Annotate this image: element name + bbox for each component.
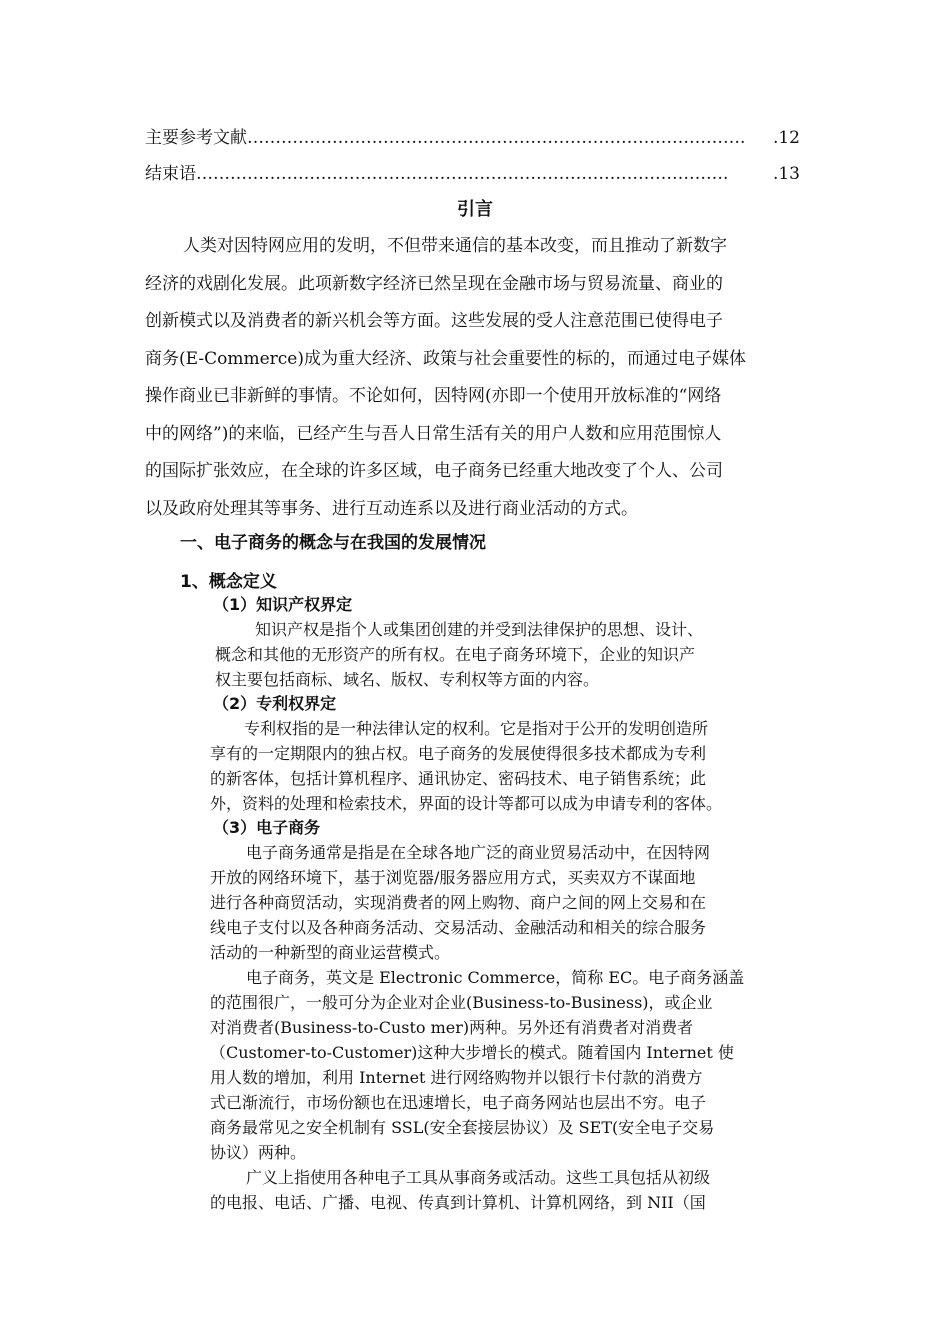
patent-line: 专利权指的是一种法律认定的权利。它是指对于公开的发明创造所 bbox=[244, 719, 709, 738]
ecommerce-line: （Customer-to-Customer)这种大步增长的模式。随着国内 Internet 使 bbox=[210, 1043, 734, 1062]
toc-leader-dots: …………………………………………………………………………………. bbox=[196, 164, 729, 184]
subsection-heading: 1、概念定义 bbox=[180, 572, 277, 592]
intro-line: 操作商业已非新鲜的事情。不论如何，因特网(亦即一个使用开放标准的“网络 bbox=[145, 386, 722, 406]
intro-line: 商务(E-Commerce)成为重大经济、政策与社会重要性的标的，而通过电子媒体 bbox=[145, 348, 746, 369]
intro-line: 经济的戏剧化发展。此项新数字经济已然呈现在金融市场与贸易流量、商业的 bbox=[145, 273, 723, 294]
toc-entry-conclusion[interactable] bbox=[145, 160, 800, 188]
section-heading: 一、电子商务的概念与在我国的发展情况 bbox=[180, 533, 486, 553]
intro-paragraph bbox=[145, 228, 805, 528]
ecommerce-line: 对消费者(Business-to-Custo mer)两种。另外还有消费者对消费者 bbox=[210, 1018, 694, 1037]
intro-line: 中的网络”)的来临，已经产生与吾人日常生活有关的用户人数和应用范围惊人 bbox=[145, 423, 722, 444]
patent-paragraph bbox=[210, 716, 810, 816]
ecommerce-line: 开放的网络环境下，基于浏览器/服务器应用方式，买卖双方不谋面地 bbox=[210, 868, 696, 887]
toc-page-number: .12 bbox=[771, 124, 800, 152]
intro-title: 引言 bbox=[457, 199, 493, 220]
ecommerce-line: 的范围很广，一般可分为企业对企业(Business-to-Business)，或企业 bbox=[210, 993, 713, 1012]
ip-line: 概念和其他的无形资产的所有权。在电子商务环境下，企业的知识产 bbox=[215, 645, 696, 664]
toc-page-number: .13 bbox=[771, 160, 800, 188]
ecommerce-heading: （3）电子商务 bbox=[213, 818, 321, 837]
intro-line: 人类对因特网应用的发明，不但带来通信的基本改变，而且推动了新数字 bbox=[183, 236, 727, 256]
ip-line: 知识产权是指个人或集团创建的并受到法律保护的思想、设计、 bbox=[255, 620, 704, 639]
intro-line: 的国际扩张效应，在全球的许多区域，电子商务已经重大地改变了个人、公司 bbox=[145, 461, 723, 481]
ecommerce-paragraph-1 bbox=[210, 840, 800, 965]
patent-line: 享有的一定期限内的独占权。电子商务的发展使得很多技术都成为专利 bbox=[210, 744, 707, 763]
patent-line: 的新客体，包括计算机程序、通讯协定、密码技术、电子销售系统；此 bbox=[210, 769, 707, 788]
toc-label: 主要参考文献 bbox=[145, 128, 247, 148]
ecommerce-line: 商务最常见之安全机制有 SSL(安全套接层协议）及 SET(安全电子交易 bbox=[210, 1118, 715, 1137]
patent-line: 外，资料的处理和检索技术，界面的设计等都可以成为申请专利的客体。 bbox=[210, 794, 723, 813]
ecommerce-paragraph-2 bbox=[210, 965, 800, 1165]
toc-label: 结束语 bbox=[145, 164, 196, 184]
ecommerce-line: 用人数的增加，利用 Internet 进行网络购物并以银行卡付款的消费方 bbox=[210, 1068, 703, 1087]
ecommerce-line: 的电报、电话、广播、电视、传真到计算机、计算机网络，到 NII（国 bbox=[210, 1193, 706, 1212]
ecommerce-line: 电子商务，英文是 Electronic Commerce，简称 EC。电子商务涵盖 bbox=[246, 968, 745, 987]
ecommerce-line: 式已渐流行，市场份额也在迅速增长，电子商务网站也层出不穷。电子 bbox=[210, 1093, 707, 1112]
ecommerce-line: 电子商务通常是指是在全球各地广泛的商业贸易活动中，在因特网 bbox=[246, 843, 711, 862]
ecommerce-line: 协议）两种。 bbox=[210, 1143, 307, 1162]
ip-paragraph bbox=[215, 617, 785, 692]
ecommerce-line: 活动的一种新型的商业运营模式。 bbox=[210, 943, 451, 962]
ip-heading: （1）知识产权界定 bbox=[213, 595, 353, 614]
ecommerce-paragraph-3 bbox=[210, 1165, 800, 1215]
ip-line: 权主要包括商标、域名、版权、专利权等方面的内容。 bbox=[215, 670, 600, 689]
toc-entry-references[interactable] bbox=[145, 124, 800, 152]
ecommerce-line: 进行各种商贸活动，实现消费者的网上购物、商户之间的网上交易和在 bbox=[210, 893, 707, 912]
ecommerce-line: 线电子支付以及各种商务活动、交易活动、金融活动和相关的综合服务 bbox=[210, 918, 707, 937]
intro-line: 创新模式以及消费者的新兴机会等方面。这些发展的受人注意范围已使得电子 bbox=[145, 311, 723, 331]
toc-leader-dots: ……………………………………………………………………………. bbox=[247, 128, 746, 148]
patent-heading: （2）专利权界定 bbox=[213, 694, 337, 713]
ecommerce-line: 广义上指使用各种电子工具从事商务或活动。这些工具包括从初级 bbox=[246, 1168, 711, 1187]
intro-line: 以及政府处理其等事务、进行互动连系以及进行商业活动的方式。 bbox=[145, 498, 638, 519]
